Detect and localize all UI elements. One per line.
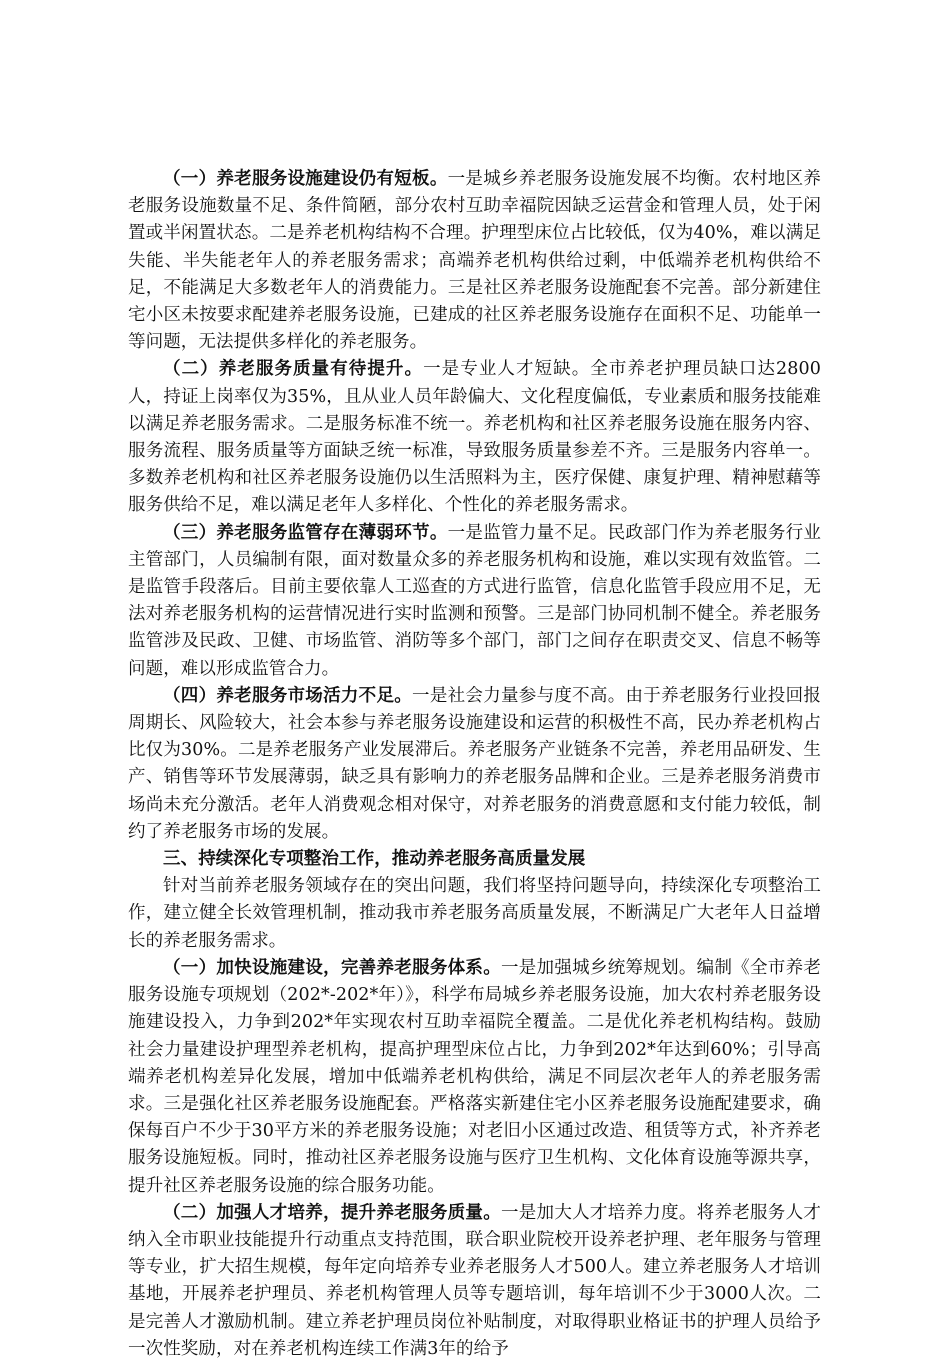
measure-paragraph-1: [128, 955, 821, 1200]
paragraph-text: 一是社会力量参与度不高。由于养老服务行业投回报周期长、风险较大，社会本参与养老服务设施建设和运营的积极性不高，民办养老机构占比仅为30%。二是养老服务产业发展滞后。养老服务产业链条不完善，养老用品研发、生产、销售等环节发展薄弱，缺乏具有影响力的养老服务品牌和企业。三是养老服务消费市场尚未充分激活。老年人消费观念相对保守，对养老服务的消费意愿和支付能力较低，制约了养老服务市场的发展。: [128, 685, 821, 842]
paragraph-lead: （四）养老服务市场活力不足。: [163, 685, 413, 706]
paragraph-text: 一是专业人才短缺。全市养老护理员缺口达2800人，持证上岗率仅为35%，且从业人员年龄偏大、文化程度偏低，专业素质和服务技能难以满足养老服务需求。二是服务标准不统一。养老机构和社区养老服务设施在服务内容、服务流程、服务质量等方面缺乏统一标准，导致服务质量参差不齐。三是服务内容单一。多数养老机构和社区养老服务设施仍以生活照料为主，医疗保健、康复护理、精神慰藉等服务供给不足，难以满足老年人多样化、个性化的养老服务需求。: [128, 359, 821, 516]
problem-paragraph-3: [128, 520, 821, 683]
paragraph-text: 一是城乡养老服务设施发展不均衡。农村地区养老服务设施数量不足、条件简陋，部分农村互助幸福院因缺乏运营金和管理人员，处于闲置或半闲置状态。二是养老机构结构不合理。护理型床位占比较低，仅为40%，难以满足失能、半失能老年人的养老服务需求；高端养老机构供给过剩，中低端养老机构供给不足，不能满足大多数老年人的消费能力。三是社区养老服务设施配套不完善。部分新建住宅小区未按要求配建养老服务设施，已建成的社区养老服务设施存在面积不足、功能单一等问题，无法提供多样化的养老服务。: [128, 169, 821, 353]
section-heading: 三、持续深化专项整治工作，推动养老服务高质量发展: [163, 849, 586, 870]
paragraph-text: 一是加大人才培养力度。将养老服务人才纳入全市职业技能提升行动重点支持范围，联合职业院校开设养老护理、老年服务与管理等专业，扩大招生规模，每年定向培养专业养老服务人才500人。建立养老服务人才培训基地，开展养老护理员、养老机构管理人员等专题培训，每年培训不少于3000人次。二是完善人才激励机制。建立养老护理员岗位补贴制度，对取得职业格证书的护理人员给予一次性奖励，对在养老机构连续工作满3年的给予: [128, 1202, 821, 1359]
section-intro: 针对当前养老服务领域存在的突出问题，我们将坚持问题导向，持续深化专项整治工作，建立健全长效管理机制，推动我市养老服务高质量发展，不断满足广大老年人日益增长的养老服务需求。: [128, 876, 821, 951]
paragraph-lead: （二）加强人才培养，提升养老服务质量。: [163, 1202, 501, 1223]
paragraph-lead: （三）养老服务监管存在薄弱环节。: [163, 522, 448, 543]
paragraph-lead: （二）养老服务质量有待提升。: [163, 359, 424, 380]
problem-paragraph-1: [128, 166, 821, 356]
measure-paragraph-2: [128, 1200, 821, 1363]
paragraph-lead: （一）加快设施建设，完善养老服务体系。: [163, 957, 501, 978]
problem-paragraph-4: [128, 683, 821, 846]
paragraph-text: 一是加强城乡统筹规划。编制《全市养老服务设施专项规划（202*-202*年）》，科学布局城乡养老服务设施，加大农村养老服务设施建设投入，力争到202*年实现农村互助幸福院全覆盖。二是优化养老机构结构。鼓励社会力量建设护理型养老机构，提高护理型床位占比，力争到202*年达到60%；引导高端养老机构差异化发展，增加中低端养老机构供给，满足不同层次老年人的养老服务需求。三是强化社区养老服务设施配套。严格落实新建住宅小区养老服务设施配建要求，确保每百户不少于30平方米的养老服务设施；对老旧小区通过改造、租赁等方式，补齐养老服务设施短板。同时，推动社区养老服务设施与医疗卫生机构、文化体育设施等源共享，提升社区养老服务设施的综合服务功能。: [128, 957, 821, 1196]
paragraph-text: 一是监管力量不足。民政部门作为养老服务行业主管部门，人员编制有限，面对数量众多的养老服务机构和设施，难以实现有效监管。二是监管手段落后。目前主要依靠人工巡查的方式进行监管，信息化监管手段应用不足，无法对养老服务机构的运营情况进行实时监测和预警。三是部门协同机制不健全。养老服务监管涉及民政、卫健、市场监管、消防等多个部门，部门之间存在职责交叉、信息不畅等问题，难以形成监管合力。: [128, 522, 821, 679]
paragraph-lead: （一）养老服务设施建设仍有短板。: [163, 169, 448, 189]
problem-paragraph-2: [128, 356, 821, 519]
document-page: [128, 166, 821, 1363]
